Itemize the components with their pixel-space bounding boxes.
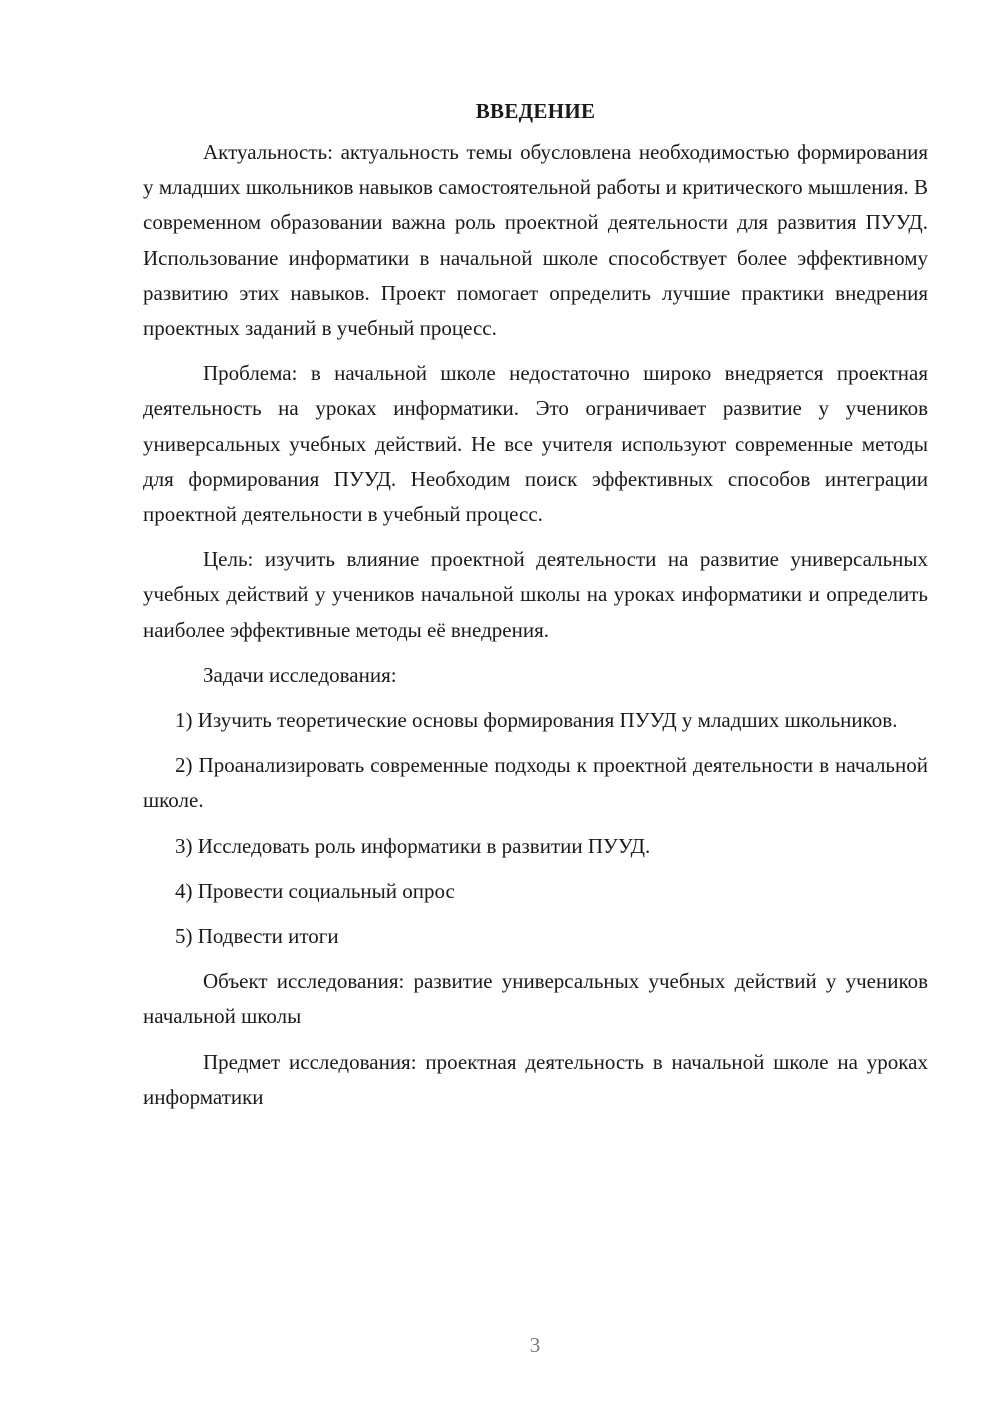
page-number: 3 [529,1333,541,1357]
list-item: 4) Провести социальный опрос [175,878,455,903]
list-item: 1) Изучить теоретические основы формирования ПУУД у младших школьников. [175,708,898,733]
paragraph-problem: Проблема: в начальной школе недостаточно широко внедряется проектная деятельность на уроках информатики. Это ограничивает развитие у учеников универсальных учебных действий. Не все учителя используют современные методы для формирования ПУУД. Необходим поиск эффективных способов интеграции проектной деятельности в учебный процесс. [143,361,928,527]
tasks-heading: Задачи исследования: [203,662,397,687]
paragraph-subject: Предмет исследования: проектная деятельность в начальной школе на уроках информатики [143,1049,928,1109]
list-item: 5) Подвести итоги [175,924,339,949]
document-page [143,95,928,1115]
list-item: 3) Исследовать роль информатики в развитии ПУУД. [175,833,651,858]
list-item: 2) Проанализировать современные подходы к проектной деятельности в начальной школе. [143,753,928,813]
page-title: ВВЕДЕНИЕ [475,99,596,123]
paragraph-object: Объект исследования: развитие универсальных учебных действий у учеников начальной школы [143,969,928,1029]
paragraph-relevance: Актуальность: актуальность темы обусловлена необходимостью формирования у младших школьников навыков самостоятельной работы и критического мышления. В современном образовании важна роль проектной деятельности для развития ПУУД. Использование информатики в начальной школе способствует более эффективному развитию этих навыков. Проект помогает определить лучшие практики внедрения проектных заданий в учебный процесс. [143,140,928,341]
paragraph-goal: Цель: изучить влияние проектной деятельности на развитие универсальных учебных действий у учеников начальной школы на уроках информатики и определить наиболее эффективные методы её внедрения. [143,547,928,642]
